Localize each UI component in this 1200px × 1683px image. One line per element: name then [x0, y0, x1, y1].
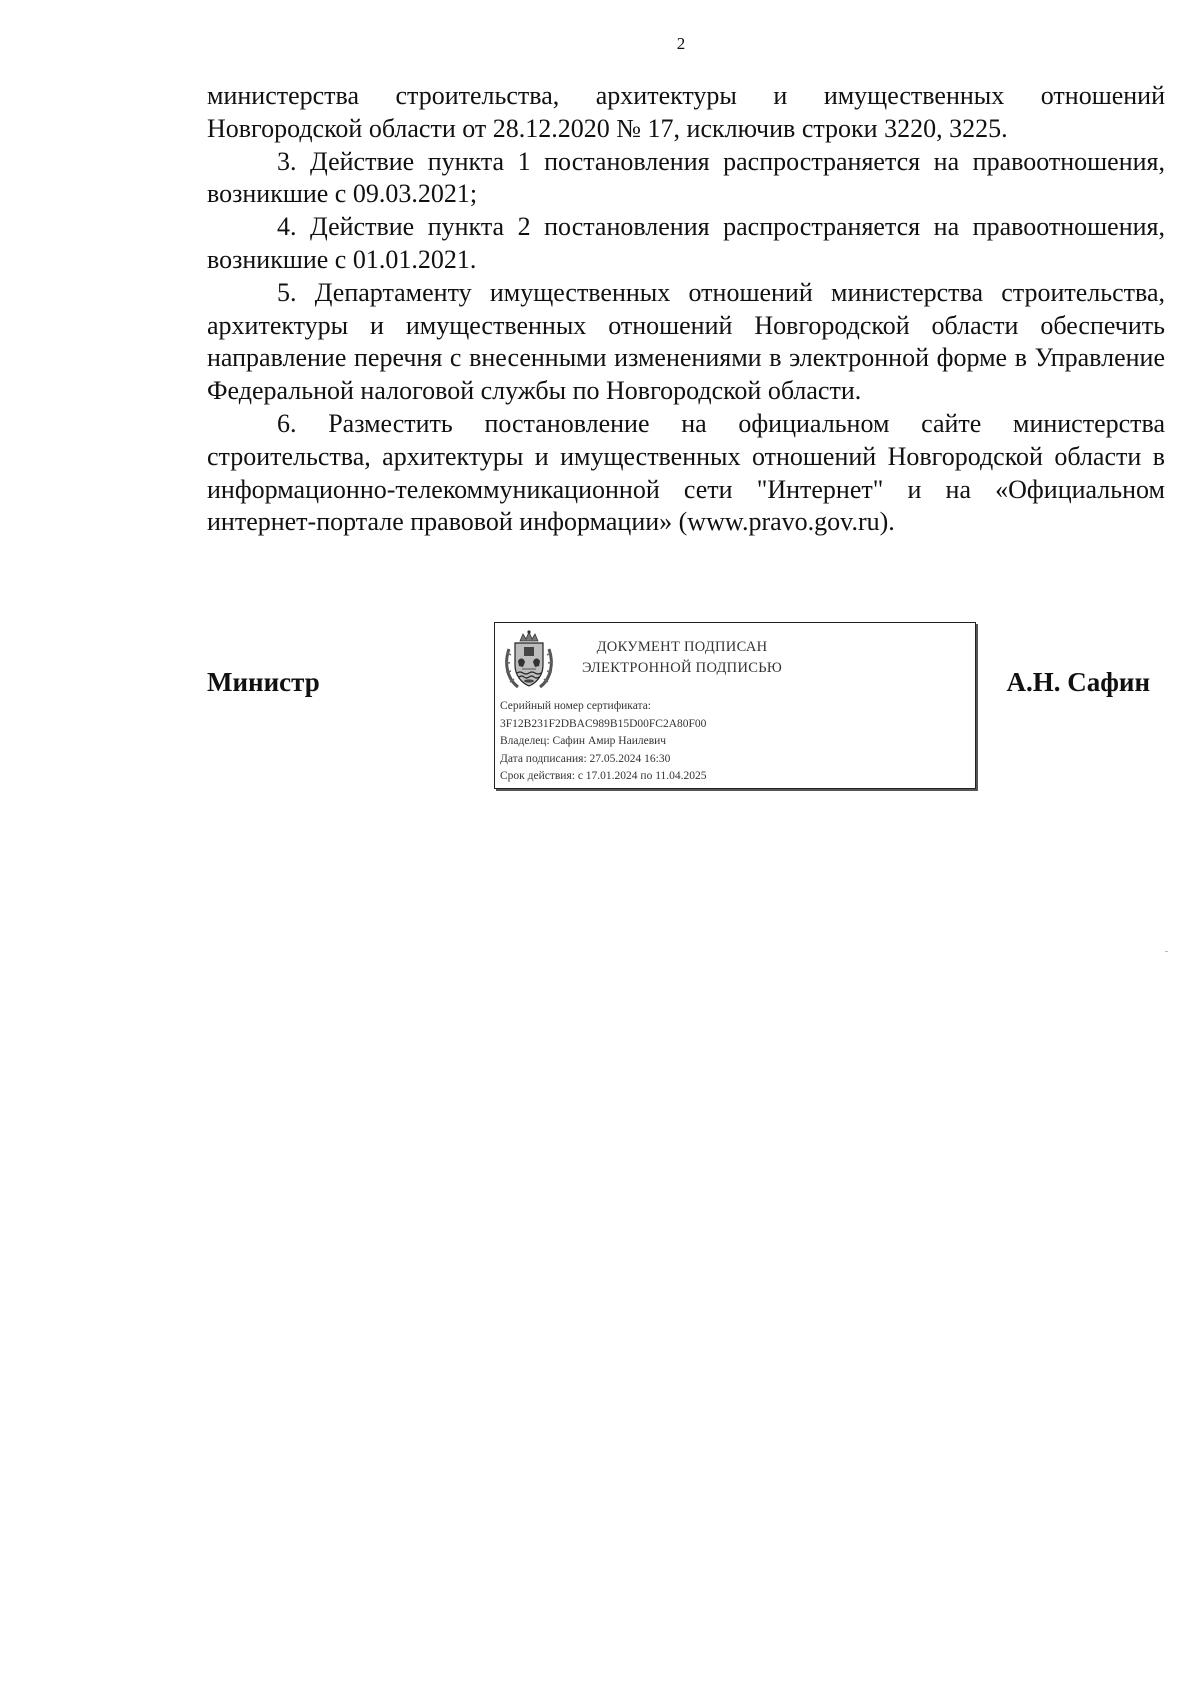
certificate-owner: Владелец: Сафин Амир Наилевич — [500, 735, 667, 747]
scan-artifact — [1165, 951, 1168, 952]
paragraph-continuation: министерства строительства, архитектуры и имущественных отношений Новгородской области от 28.12.2020 № 17, исключив строки 3220, 3225. — [207, 81, 1165, 143]
paragraph-item-3: 3. Действие пункта 1 постановления распространяется на правоотношения, возникшие с 09.03.2021; — [207, 146, 1165, 209]
serial-number-label: Серийный номер сертификата: — [500, 700, 651, 712]
paragraph-item-4: 4. Действие пункта 2 постановления распространяется на правоотношения, возникшие с 01.01.2021. — [207, 212, 1165, 274]
document-body — [207, 80, 1165, 539]
stamp-heading-line-2: ЭЛЕКТРОННОЙ ПОДПИСЬЮ — [581, 660, 783, 676]
stamp-heading — [577, 637, 787, 679]
stamp-certificate-details — [500, 698, 707, 786]
signatory-title: Министр — [207, 667, 320, 697]
stamp-heading-line-1: ДОКУМЕНТ ПОДПИСАН — [596, 639, 768, 655]
coat-of-arms-icon — [500, 629, 558, 693]
page-number: 2 — [676, 34, 686, 53]
certificate-validity: Срок действия: с 17.01.2024 по 11.04.2025 — [500, 770, 707, 782]
signing-date: Дата подписания: 27.05.2024 16:30 — [500, 752, 671, 765]
serial-number-value: 3F12B231F2DBAC989B15D00FC2A80F00 — [500, 717, 707, 730]
signatory-name: А.Н. Сафин — [1006, 667, 1150, 697]
paragraph-item-6: 6. Разместить постановление на официальном сайте министерства строительства, архитектуры и имущественных отношений Новгородской области в информационно-телекоммуникационной сети "Интернет" и на «Официальном интернет-портале правовой информации» (www.pravo.gov.ru). — [207, 408, 1165, 537]
electronic-signature-stamp — [494, 622, 976, 789]
paragraph-item-5: 5. Департаменту имущественных отношений министерства строительства, архитектуры и имущественных отношений Новгородской области обеспечить направление перечня с внесенными изменениями в электронной форме в Управление Федеральной налоговой службы по Новгородской области. — [207, 277, 1165, 406]
